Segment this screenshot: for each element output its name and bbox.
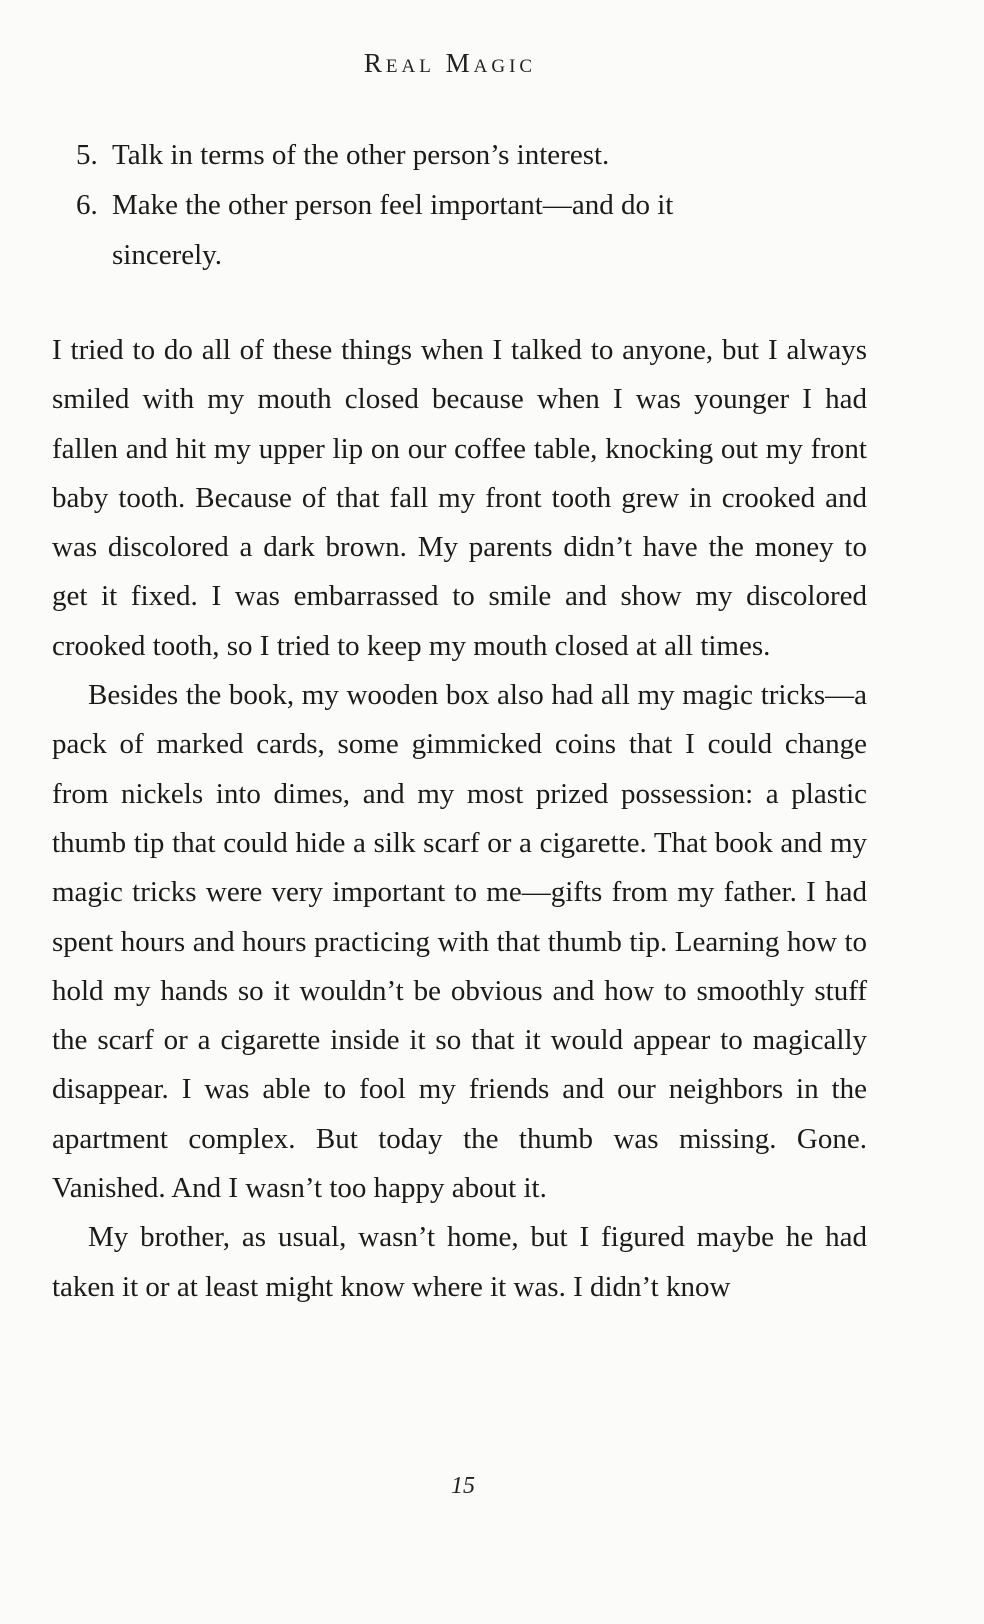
numbered-list xyxy=(76,130,876,280)
list-item-number: 6. xyxy=(76,189,98,221)
paragraph: I tried to do all of these things when I talked to anyone, but I always smiled with my mouth closed because when I was younger I had fallen and hit my upper lip on our coffee table, knocking out my front baby tooth. Because of that fall my front tooth grew in crooked and was discolored a dark brown. My parents didn’t have the money to get it fixed. I was embarrassed to smile and show my discolored crooked tooth, so I tried to keep my mouth closed at all times. xyxy=(52,334,867,662)
list-item xyxy=(76,130,876,180)
body-text xyxy=(52,326,867,1312)
list-item-text: Make the other person feel important—and do it sincerely. xyxy=(112,189,674,271)
page-number: 15 xyxy=(451,1473,475,1499)
list-item xyxy=(76,180,876,280)
paragraph: My brother, as usual, wasn’t home, but I figured maybe he had taken it or at least might know where it was. I didn’t know xyxy=(52,1221,867,1303)
paragraph: Besides the book, my wooden box also had all my magic tricks—a pack of marked cards, some gimmicked coins that I could change from nickels into dimes, and my most prized possession: a plastic thumb tip that could hide a silk scarf or a cigarette. That book and my magic tricks were very important to me—gifts from my father. I had spent hours and hours practicing with that thumb tip. Learning how to hold my hands so it wouldn’t be obvious and how to smoothly stuff the scarf or a cigarette inside it so that it would appear to magically disappear. I was able to fool my friends and our neighbors in the apartment complex. But today the thumb was missing. Gone. Vanished. And I wasn’t too happy about it. xyxy=(52,679,867,1205)
list-item-number: 5. xyxy=(76,139,98,171)
running-head: Real Magic xyxy=(363,48,537,78)
list-item-text: Talk in terms of the other person’s interest. xyxy=(112,139,610,171)
